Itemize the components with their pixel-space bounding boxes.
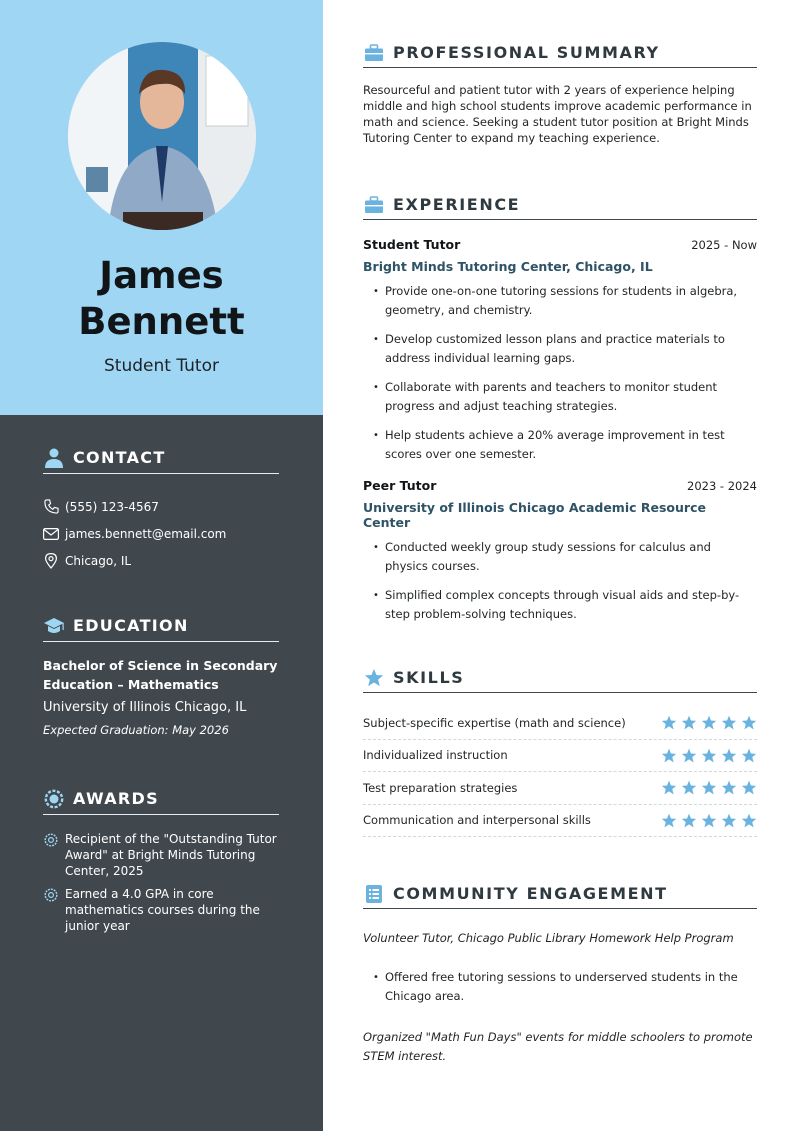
rating-star-icon	[701, 715, 717, 730]
skill-row	[363, 805, 757, 838]
rating-star-icon	[741, 780, 757, 795]
job-dates: 2023 - 2024	[687, 479, 757, 493]
rating-star-icon	[701, 748, 717, 763]
skill-rating	[661, 715, 757, 730]
education-section	[43, 612, 279, 737]
contact-heading	[43, 444, 279, 474]
mail-icon	[43, 526, 59, 542]
degree-line-1: Bachelor of Science in Secondary	[43, 658, 278, 673]
community-bullets	[363, 968, 757, 1006]
rating-star-icon	[741, 813, 757, 828]
briefcase-icon	[363, 194, 385, 216]
job-entry	[363, 478, 757, 624]
skill-name: Subject-specific expertise (math and science)	[363, 715, 626, 730]
rating-star-icon	[661, 813, 677, 828]
community-section	[363, 881, 757, 1066]
skills-list	[363, 707, 757, 837]
education-heading-text: EDUCATION	[73, 616, 189, 635]
location-pin-icon	[43, 553, 59, 569]
sidebar	[0, 0, 323, 1131]
award-badge-icon	[43, 788, 65, 810]
skill-row	[363, 772, 757, 805]
awards-heading-text: AWARDS	[73, 789, 159, 808]
summary-heading-text: PROFESSIONAL SUMMARY	[393, 43, 660, 62]
rating-star-icon	[721, 813, 737, 828]
community-heading	[363, 881, 757, 909]
rating-star-icon	[701, 780, 717, 795]
award-icon	[43, 887, 59, 903]
award-text: Recipient of the "Outstanding Tutor Award" at Bright Minds Tutoring Center, 2025	[65, 832, 277, 878]
job-bullets	[363, 538, 757, 624]
rating-star-icon	[681, 780, 697, 795]
first-name: James	[99, 254, 224, 297]
graduation-cap-icon	[43, 615, 65, 637]
skill-rating	[661, 780, 757, 795]
award-item	[43, 886, 279, 934]
experience-section	[363, 192, 757, 634]
rating-star-icon	[721, 780, 737, 795]
email-text: james.bennett@email.com	[65, 526, 227, 541]
job-organization: University of Illinois Chicago Academic Resource Center	[363, 500, 706, 530]
rating-star-icon	[681, 715, 697, 730]
skills-heading-text: SKILLS	[393, 668, 465, 687]
community-bullet: • Offered free tutoring sessions to underserved students in the Chicago area.	[363, 968, 757, 1006]
job-title: Peer Tutor	[363, 478, 437, 493]
education-heading	[43, 612, 279, 642]
rating-star-icon	[661, 715, 677, 730]
job-bullet: • Help students achieve a 20% average improvement in test scores over one semester.	[363, 426, 757, 464]
graduation-date: Expected Graduation: May 2026	[43, 723, 229, 737]
person-icon	[43, 447, 65, 469]
award-icon	[43, 832, 59, 848]
job-entry	[363, 237, 757, 464]
award-text: Earned a 4.0 GPA in core mathematics courses during the junior year	[65, 887, 260, 933]
summary-heading	[363, 40, 757, 68]
summary-section	[363, 40, 757, 146]
job-dates: 2025 - Now	[691, 238, 757, 252]
award-item	[43, 831, 279, 879]
job-bullet: • Collaborate with parents and teachers to monitor student progress and adjust teaching strategies.	[363, 378, 757, 416]
community-role: Volunteer Tutor, Chicago Public Library Homework Help Program	[363, 931, 734, 945]
job-bullet: • Develop customized lesson plans and practice materials to address individual learning gaps.	[363, 330, 757, 368]
skill-row	[363, 740, 757, 773]
rating-star-icon	[741, 748, 757, 763]
rating-star-icon	[661, 748, 677, 763]
contact-email	[43, 520, 279, 547]
skill-rating	[661, 813, 757, 828]
job-bullet: • Provide one-on-one tutoring sessions for students in algebra, geometry, and chemistry.	[363, 282, 757, 320]
summary-text: Resourceful and patient tutor with 2 years of experience helping middle and high school students improve academic performance in math and science. Seeking a student tutor position at Bright Minds Tutoring Center to expand my teaching experience.	[363, 83, 752, 145]
rating-star-icon	[721, 748, 737, 763]
star-icon	[363, 667, 385, 689]
skills-section	[363, 665, 757, 837]
contact-heading-text: CONTACT	[73, 448, 166, 467]
phone-icon	[43, 499, 59, 515]
job-bullets	[363, 282, 757, 464]
profile-photo	[68, 42, 256, 230]
job-organization: Bright Minds Tutoring Center, Chicago, IL	[363, 259, 653, 274]
skills-heading	[363, 665, 757, 693]
degree-line-2: Education – Mathematics	[43, 677, 219, 692]
skill-row	[363, 707, 757, 740]
profile-hero	[0, 0, 323, 415]
briefcase-icon	[363, 42, 385, 64]
skill-name: Test preparation strategies	[363, 780, 518, 795]
rating-star-icon	[661, 780, 677, 795]
job-title: Student Tutor	[363, 237, 461, 252]
school: University of Illinois Chicago, IL	[43, 700, 247, 715]
community-note: Organized "Math Fun Days" events for middle schoolers to promote STEM interest.	[363, 1030, 753, 1063]
phone-text: (555) 123-4567	[65, 499, 159, 514]
skill-name: Communication and interpersonal skills	[363, 813, 591, 828]
rating-star-icon	[681, 813, 697, 828]
awards-section	[43, 785, 279, 941]
list-icon	[363, 883, 385, 905]
skill-name: Individualized instruction	[363, 748, 508, 763]
contact-phone	[43, 493, 279, 520]
community-heading-text: COMMUNITY ENGAGEMENT	[393, 884, 668, 903]
rating-star-icon	[721, 715, 737, 730]
experience-heading	[363, 192, 757, 220]
experience-heading-text: EXPERIENCE	[393, 195, 521, 214]
awards-heading	[43, 785, 279, 815]
job-bullet: • Simplified complex concepts through visual aids and step-by-step problem-solving techniques.	[363, 586, 757, 624]
contact-location	[43, 547, 279, 574]
skill-rating	[661, 748, 757, 763]
rating-star-icon	[741, 715, 757, 730]
profile-role: Student Tutor	[104, 356, 219, 376]
job-bullet: • Conducted weekly group study sessions for calculus and physics courses.	[363, 538, 757, 576]
rating-star-icon	[701, 813, 717, 828]
rating-star-icon	[681, 748, 697, 763]
last-name: Bennett	[78, 300, 245, 343]
contact-section	[43, 444, 279, 574]
degree	[43, 656, 279, 694]
profile-name	[0, 253, 323, 345]
location-text: Chicago, IL	[65, 553, 132, 568]
